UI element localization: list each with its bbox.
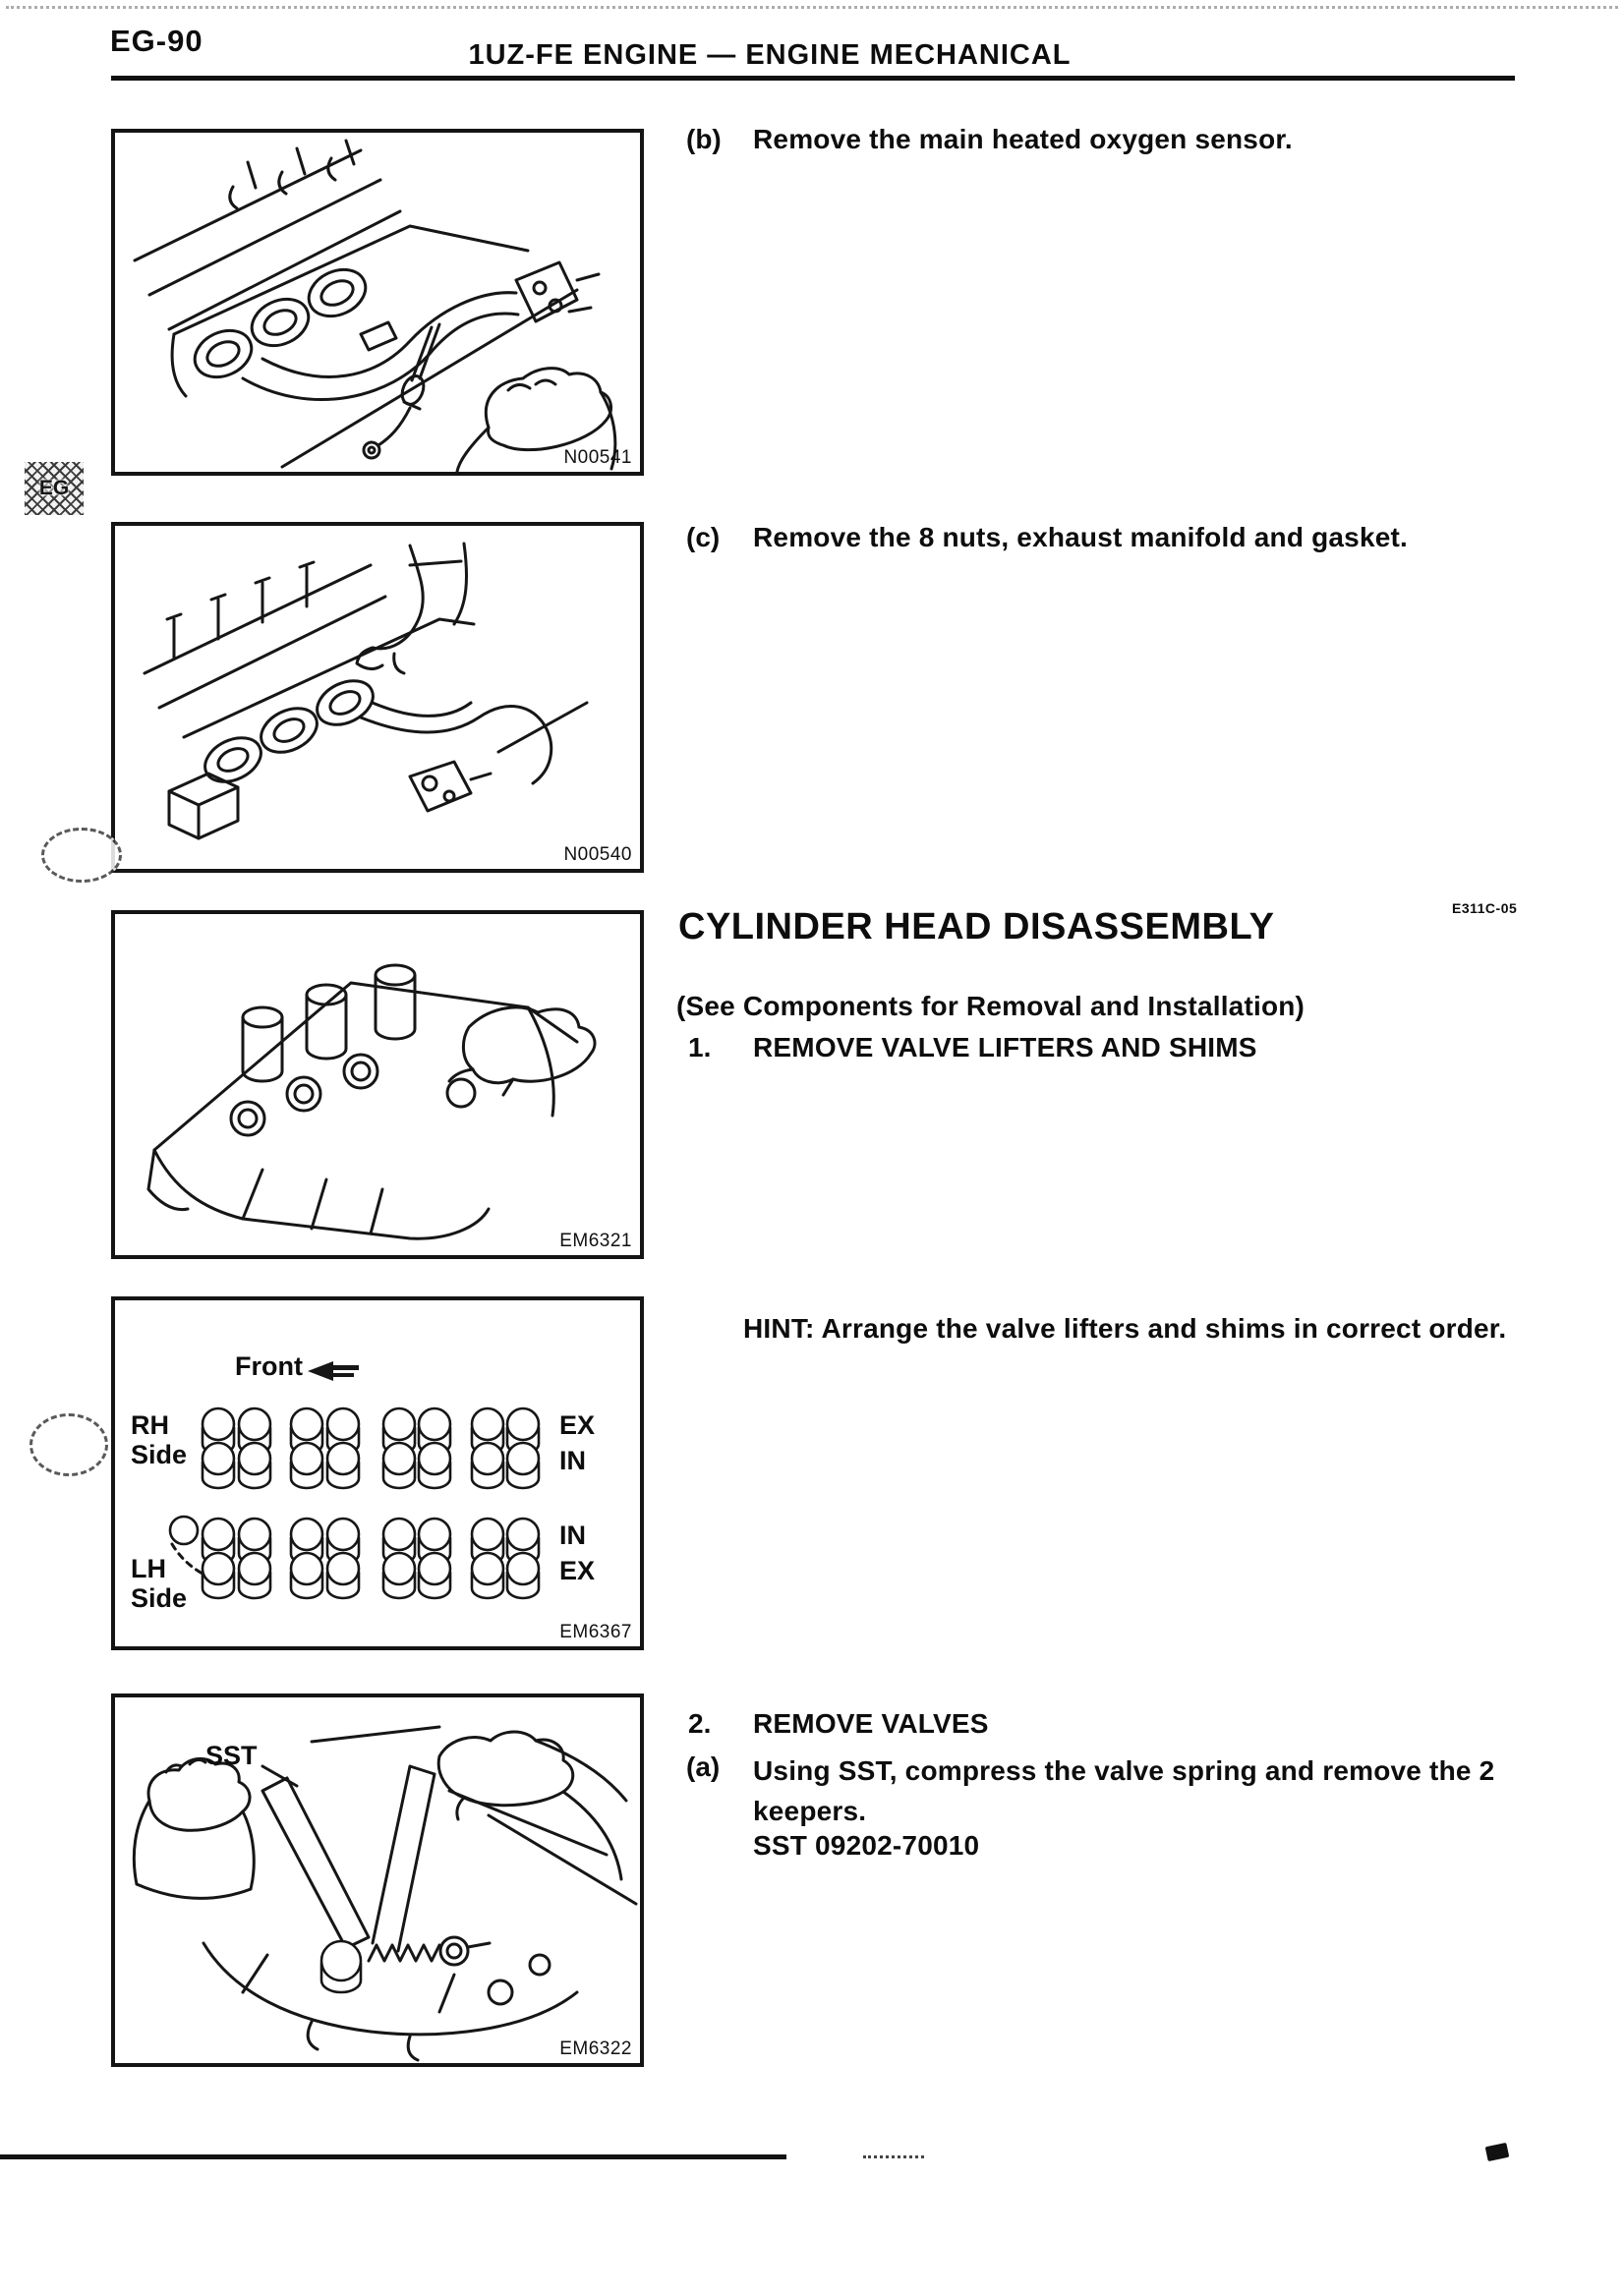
figure-sst-compressor [111, 1693, 644, 2067]
step-b-text: Remove the main heated oxygen sensor. [753, 124, 1293, 154]
cylinder-head-lifter-illustration [115, 914, 640, 1255]
section-subtitle: (See Components for Removal and Installation) [676, 991, 1305, 1021]
section-tab-label: EG [38, 477, 70, 499]
sst-number: SST 09202-70010 [753, 1830, 980, 1861]
step-1-label: REMOVE VALVE LIFTERS AND SHIMS [753, 1032, 1257, 1062]
front-arrow-icon [308, 1361, 359, 1381]
figure-valve-lifters [111, 910, 644, 1259]
header-rule [111, 76, 1515, 81]
lh-side-label: LH Side [131, 1554, 188, 1614]
figure-code: N00541 [563, 447, 632, 468]
scan-speckle-top [6, 6, 1618, 9]
step-2-label: REMOVE VALVES [753, 1708, 989, 1739]
section-ref-code: E311C-05 [1452, 900, 1518, 916]
figure-code: EM6321 [559, 1231, 632, 1251]
rh-side-label: RH Side [131, 1410, 188, 1470]
bottom-rule [0, 2154, 786, 2159]
figure-code: N00540 [563, 844, 632, 865]
section-tab [25, 462, 84, 515]
page-number: EG-90 [110, 24, 203, 58]
lh-top-label: IN [559, 1521, 586, 1550]
figure-lifter-arrangement [111, 1296, 644, 1650]
sst-valve-spring-illustration [115, 1697, 640, 2063]
front-label: Front [235, 1351, 303, 1381]
step-c-text: Remove the 8 nuts, exhaust manifold and gasket. [753, 522, 1409, 552]
exhaust-manifold-oxygen-sensor-illustration [115, 133, 640, 472]
step-2a-marker: (a) [686, 1751, 721, 1782]
punch-hole-artifact [41, 828, 122, 883]
rh-lifters [203, 1408, 539, 1488]
figure-oxygen-sensor [111, 129, 644, 476]
step-c-marker: (c) [686, 522, 721, 552]
step-2a-text: Using SST, compress the valve spring and remove the 2 keepers. [753, 1755, 1495, 1826]
hint-text: HINT: Arrange the valve lifters and shims in correct order. [743, 1313, 1507, 1344]
exhaust-manifold-removal-illustration [115, 526, 640, 869]
figure-code: EM6322 [559, 2038, 632, 2059]
page-title: 1UZ-FE ENGINE — ENGINE MECHANICAL [468, 39, 1072, 71]
punch-hole-artifact [29, 1413, 108, 1476]
rh-bottom-label: IN [559, 1446, 586, 1475]
section-title: CYLINDER HEAD DISASSEMBLY [678, 906, 1275, 947]
bottom-rule-dots [863, 2155, 924, 2158]
step-2-number: 2. [688, 1708, 712, 1739]
step-b-marker: (b) [686, 124, 722, 154]
loose-lifter [170, 1517, 198, 1544]
step-1-number: 1. [688, 1032, 712, 1062]
figure-exhaust-manifold [111, 522, 644, 873]
sst-callout-label: SST [205, 1741, 258, 1770]
scan-blob [1485, 2143, 1510, 2161]
figure-code: EM6367 [559, 1622, 632, 1642]
lh-bottom-label: EX [559, 1556, 596, 1585]
lh-lifters [203, 1519, 539, 1598]
rh-top-label: EX [559, 1410, 596, 1440]
